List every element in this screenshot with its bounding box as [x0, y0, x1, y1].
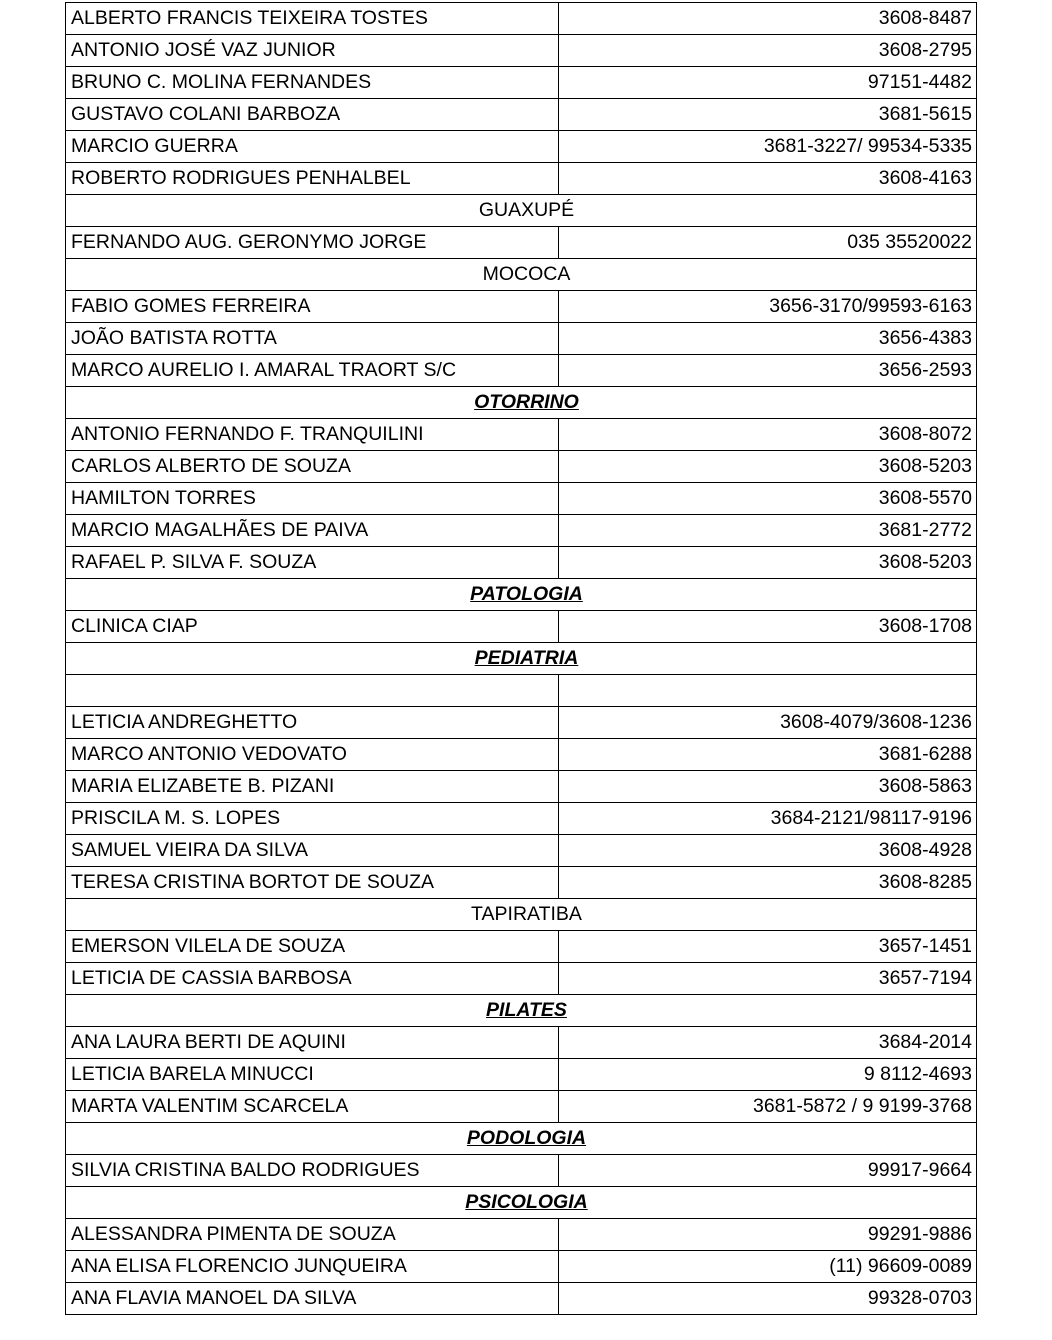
provider-name-cell: TERESA CRISTINA BORTOT DE SOUZA — [66, 867, 559, 899]
table-row — [66, 1091, 977, 1123]
table-row — [66, 803, 977, 835]
table-row — [66, 1027, 977, 1059]
specialty-header-label: PSICOLOGIA — [465, 1191, 588, 1213]
provider-name-cell: MARTA VALENTIM SCARCELA — [66, 1091, 559, 1123]
provider-name-cell: MARIA ELIZABETE B. PIZANI — [66, 771, 559, 803]
provider-name-cell: LETICIA DE CASSIA BARBOSA — [66, 963, 559, 995]
provider-phone-cell: 99291-9886 — [559, 1219, 977, 1251]
specialty-header-label: OTORRINO — [474, 391, 579, 413]
table-row — [66, 1219, 977, 1251]
table-row — [66, 547, 977, 579]
provider-name-cell: BRUNO C. MOLINA FERNANDES — [66, 67, 559, 99]
provider-phone-cell: 3608-8487 — [559, 3, 977, 35]
provider-phone-cell: 97151-4482 — [559, 67, 977, 99]
table-row — [66, 355, 977, 387]
table-row — [66, 67, 977, 99]
provider-phone-cell: 3684-2121/98117-9196 — [559, 803, 977, 835]
directory-page — [65, 2, 976, 1315]
provider-name-cell: ANTONIO JOSÉ VAZ JUNIOR — [66, 35, 559, 67]
table-row — [66, 611, 977, 643]
specialty-header-row — [66, 643, 977, 675]
provider-phone-cell: 99328-0703 — [559, 1283, 977, 1315]
table-row — [66, 707, 977, 739]
provider-phone-cell: 3681-5872 / 9 9199-3768 — [559, 1091, 977, 1123]
blank-narrow-cell — [66, 675, 559, 707]
provider-name-cell: ANA FLAVIA MANOEL DA SILVA — [66, 1283, 559, 1315]
specialty-header-label: PILATES — [486, 999, 567, 1021]
city-header-cell — [66, 259, 977, 291]
city-header-label: GUAXUPÉ — [478, 199, 575, 221]
provider-phone-cell: 3681-3227/ 99534-5335 — [559, 131, 977, 163]
city-header-row — [66, 195, 977, 227]
table-row — [66, 1251, 977, 1283]
provider-name-cell: MARCO ANTONIO VEDOVATO — [66, 739, 559, 771]
table-row — [66, 451, 977, 483]
provider-phone-cell: 3681-5615 — [559, 99, 977, 131]
provider-name-cell: FABIO GOMES FERREIRA — [66, 291, 559, 323]
provider-name-cell: ROBERTO RODRIGUES PENHALBEL — [66, 163, 559, 195]
provider-phone-cell: (11) 96609-0089 — [559, 1251, 977, 1283]
table-row — [66, 771, 977, 803]
provider-name-cell: ANA ELISA FLORENCIO JUNQUEIRA — [66, 1251, 559, 1283]
specialty-header-cell — [66, 1187, 977, 1219]
specialty-header-label: PATOLOGIA — [470, 583, 583, 605]
provider-phone-cell: 3608-8285 — [559, 867, 977, 899]
city-header-label: TAPIRATIBA — [471, 903, 582, 925]
provider-name-cell: MARCIO MAGALHÃES DE PAIVA — [66, 515, 559, 547]
provider-name-cell: JOÃO BATISTA ROTTA — [66, 323, 559, 355]
provider-name-cell: LETICIA ANDREGHETTO — [66, 707, 559, 739]
provider-phone-cell: 3608-2795 — [559, 35, 977, 67]
specialty-header-cell — [66, 387, 977, 419]
provider-name-cell: SILVIA CRISTINA BALDO RODRIGUES — [66, 1155, 559, 1187]
specialty-header-row — [66, 387, 977, 419]
table-row — [66, 227, 977, 259]
provider-phone-cell: 3608-5203 — [559, 451, 977, 483]
city-header-cell — [66, 899, 977, 931]
provider-phone-cell: 3608-4928 — [559, 835, 977, 867]
provider-name-cell: EMERSON VILELA DE SOUZA — [66, 931, 559, 963]
table-row — [66, 1059, 977, 1091]
provider-phone-cell: 3681-2772 — [559, 515, 977, 547]
directory-table-body — [66, 3, 977, 1315]
blank-wide-cell — [559, 675, 977, 707]
table-row — [66, 739, 977, 771]
specialty-header-cell — [66, 995, 977, 1027]
specialty-header-row — [66, 1187, 977, 1219]
provider-phone-cell: 3657-7194 — [559, 963, 977, 995]
specialty-header-cell — [66, 643, 977, 675]
table-row — [66, 323, 977, 355]
provider-phone-cell: 3656-4383 — [559, 323, 977, 355]
provider-name-cell: CLINICA CIAP — [66, 611, 559, 643]
provider-phone-cell: 3681-6288 — [559, 739, 977, 771]
provider-name-cell: MARCIO GUERRA — [66, 131, 559, 163]
provider-name-cell: ANTONIO FERNANDO F. TRANQUILINI — [66, 419, 559, 451]
provider-phone-cell: 3608-4163 — [559, 163, 977, 195]
table-row — [66, 291, 977, 323]
provider-phone-cell: 3608-5203 — [559, 547, 977, 579]
specialty-header-row — [66, 1123, 977, 1155]
table-row — [66, 163, 977, 195]
table-row — [66, 131, 977, 163]
specialty-header-label: PEDIATRIA — [474, 647, 579, 669]
provider-name-cell: MARCO AURELIO I. AMARAL TRAORT S/C — [66, 355, 559, 387]
table-row — [66, 1155, 977, 1187]
provider-phone-cell: 3656-3170/99593-6163 — [559, 291, 977, 323]
provider-phone-cell: 3608-1708 — [559, 611, 977, 643]
table-row — [66, 419, 977, 451]
table-row — [66, 99, 977, 131]
provider-name-cell: GUSTAVO COLANI BARBOZA — [66, 99, 559, 131]
provider-phone-cell: 3608-4079/3608-1236 — [559, 707, 977, 739]
table-row — [66, 963, 977, 995]
provider-name-cell: FERNANDO AUG. GERONYMO JORGE — [66, 227, 559, 259]
provider-name-cell: HAMILTON TORRES — [66, 483, 559, 515]
provider-phone-cell: 3608-8072 — [559, 419, 977, 451]
city-header-label: MOCOCA — [482, 263, 571, 285]
provider-phone-cell: 9 8112-4693 — [559, 1059, 977, 1091]
table-row — [66, 931, 977, 963]
provider-name-cell: SAMUEL VIEIRA DA SILVA — [66, 835, 559, 867]
city-header-cell — [66, 195, 977, 227]
specialty-header-row — [66, 995, 977, 1027]
city-header-row — [66, 259, 977, 291]
specialty-header-row — [66, 579, 977, 611]
table-row — [66, 3, 977, 35]
specialty-header-cell — [66, 1123, 977, 1155]
table-row — [66, 35, 977, 67]
provider-name-cell: ALBERTO FRANCIS TEIXEIRA TOSTES — [66, 3, 559, 35]
specialty-header-cell — [66, 579, 977, 611]
provider-phone-cell: 035 35520022 — [559, 227, 977, 259]
provider-phone-cell: 3608-5863 — [559, 771, 977, 803]
provider-name-cell: PRISCILA M. S. LOPES — [66, 803, 559, 835]
blank-divider-row — [66, 675, 977, 707]
provider-directory-table — [65, 2, 977, 1315]
provider-phone-cell: 3656-2593 — [559, 355, 977, 387]
provider-phone-cell: 99917-9664 — [559, 1155, 977, 1187]
provider-phone-cell: 3657-1451 — [559, 931, 977, 963]
provider-name-cell: RAFAEL P. SILVA F. SOUZA — [66, 547, 559, 579]
provider-name-cell: ALESSANDRA PIMENTA DE SOUZA — [66, 1219, 559, 1251]
table-row — [66, 515, 977, 547]
provider-name-cell: LETICIA BARELA MINUCCI — [66, 1059, 559, 1091]
specialty-header-label: PODOLOGIA — [466, 1127, 587, 1149]
table-row — [66, 1283, 977, 1315]
table-row — [66, 867, 977, 899]
provider-name-cell: CARLOS ALBERTO DE SOUZA — [66, 451, 559, 483]
table-row — [66, 835, 977, 867]
provider-name-cell: ANA LAURA BERTI DE AQUINI — [66, 1027, 559, 1059]
provider-phone-cell: 3684-2014 — [559, 1027, 977, 1059]
city-header-row — [66, 899, 977, 931]
table-row — [66, 483, 977, 515]
provider-phone-cell: 3608-5570 — [559, 483, 977, 515]
